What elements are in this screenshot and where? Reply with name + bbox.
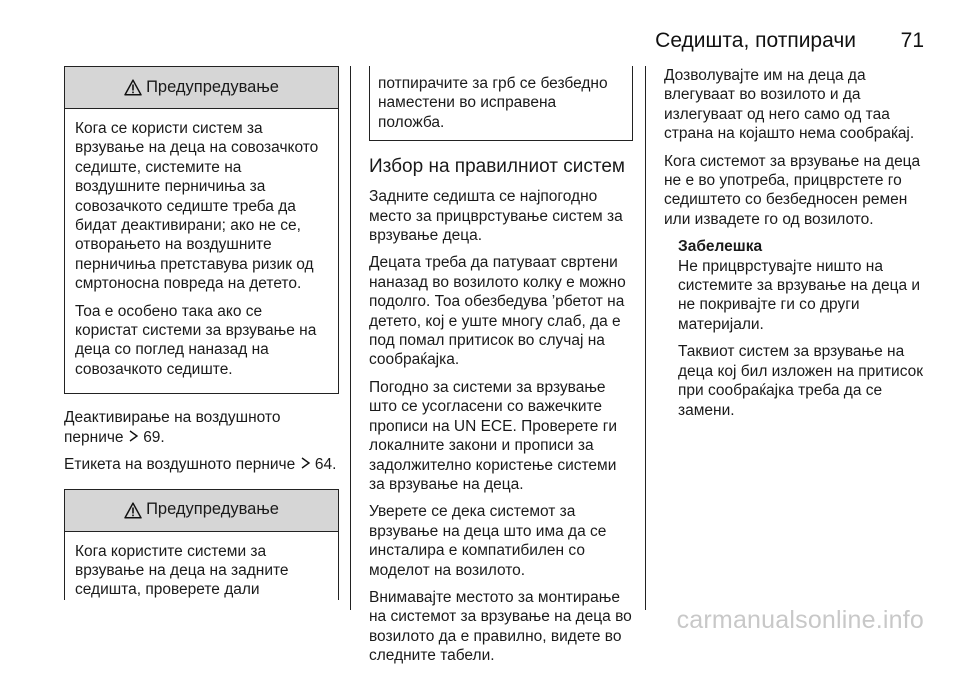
watermark: carmanualsonline.info (676, 606, 924, 634)
body-paragraph: Погодно за системи за врзување што се усогласени со важечките прописи на UN ECE. Проверете ги локалните закони и прописи за задолжително користење системи за врзување на деца. (369, 378, 618, 493)
reference-text: Етикета на воздушното перниче (64, 456, 296, 474)
reference-page[interactable]: 64. (314, 456, 337, 474)
warning-paragraph: Кога користите системи за врзување на деца на задните седишта, проверете дали (75, 542, 289, 599)
page-reference-arrow-icon (300, 457, 311, 469)
page-number: 71 (900, 29, 924, 52)
warning-paragraph: потпирачите за грб се безбедно наместени во исправена положба. (378, 75, 608, 131)
warning-triangle-icon (124, 79, 142, 96)
warning-box (64, 66, 339, 394)
column-divider (645, 66, 646, 610)
body-paragraph: Дозволувајте им на деца да влегуваат во возилото и да излегуваат од него само од таа страна на којашто нема сообраќај. (664, 67, 915, 143)
column-middle (369, 66, 633, 674)
reference-page[interactable]: 69. (143, 428, 165, 446)
reference-text: Деактивирање на воздушното перниче (64, 409, 281, 446)
cross-reference (64, 455, 339, 474)
warning-paragraph: Кога се користи систем за врзување на деца на совозачкото седиште, системите на воздушните перничиња за совозачкото седиште треба да бидат деактивирани; ако не се, отворањето на воздушните перничиња претставува ризик од смртоносна повреда на детето. (75, 120, 319, 293)
warning-body (65, 109, 338, 393)
note-block (664, 237, 928, 420)
section-title: Седишта, потпирачи (655, 29, 856, 52)
warning-header (65, 67, 338, 109)
warning-body (65, 532, 338, 600)
page-header (0, 28, 960, 58)
body-paragraph: Уверете се дека системот за врзување на деца што има да се инсталира е компатибилен со моделот на возилото. (369, 503, 607, 579)
body-paragraph: Внимавајте местото за монтирање на системот за врзување на деца во возилото да е правилно, видете во следните табели. (369, 588, 632, 665)
note-paragraph: Таквиот систем за врзување на деца кој бил изложен на притисок при сообраќајка треба да се замени. (678, 343, 924, 419)
warning-box (64, 489, 339, 600)
cross-reference (64, 408, 339, 447)
warning-title: Предупредување (146, 500, 279, 519)
warning-title: Предупредување (146, 77, 279, 96)
body-paragraph: Кога системот за врзување на деца не е во употреба, прицврстете го седиштето со безбедносен ремен или извадете го од возилото. (664, 152, 921, 228)
warning-triangle-icon (124, 502, 142, 519)
body-paragraph: Задните седишта се најпогодно место за прицврстување систем за врзување деца. (369, 188, 623, 245)
note-title: Забелешка (678, 238, 763, 256)
page-reference-arrow-icon (128, 430, 139, 442)
column-right (664, 66, 928, 428)
note-paragraph: Не прицврстувајте ништо на системите за врзување на деца и не покривајте ги со други материјали. (678, 257, 921, 333)
body-paragraph: Децата треба да патуваат свртени наназад во возилото колку е можно подолго. Тоа обезбедува ’рбетот на детето, кој е уште многу слаб, да е под помал притисок во случај на сообраќајка. (369, 254, 626, 369)
warning-box-continued (369, 66, 633, 141)
warning-paragraph: Тоа е особено така ако се користат системи за врзување на деца со поглед наназад на совозачкото седиште. (75, 302, 317, 378)
column-divider (350, 66, 351, 610)
warning-header (65, 490, 338, 532)
section-heading: Избор на правилниот систем (369, 156, 625, 178)
column-left (64, 66, 339, 600)
